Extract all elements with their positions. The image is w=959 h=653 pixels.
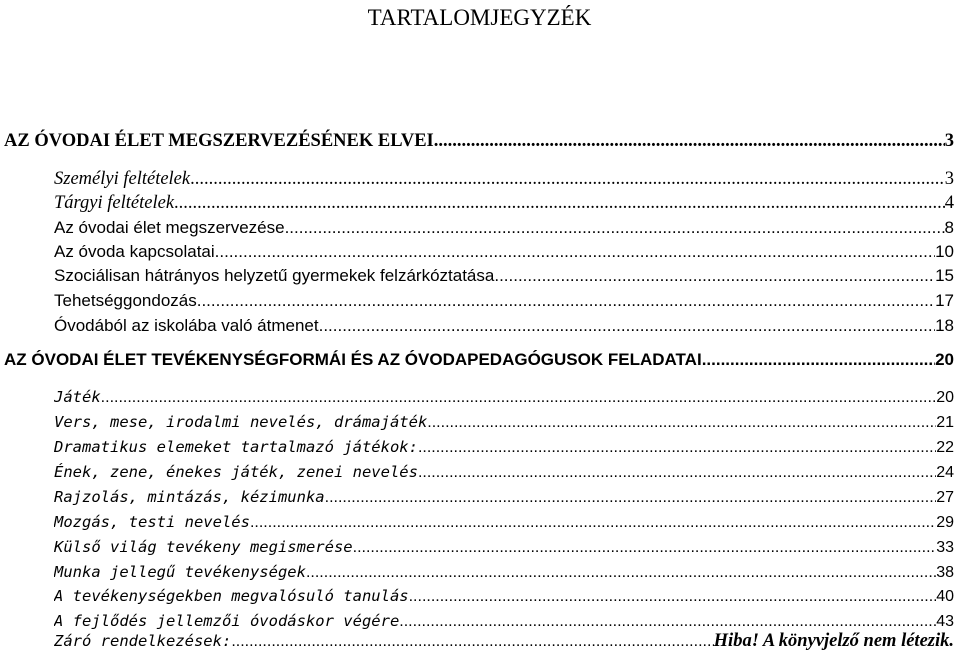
toc-heading-1[interactable] (4, 129, 954, 153)
toc-item-text: Rajzolás, mintázás, kézimunka (54, 488, 325, 506)
toc-item-text: Az óvodai élet megszervezése (54, 218, 285, 237)
toc-item-text: Külső világ tevékeny megismerése (54, 538, 353, 556)
toc-page-number: 24 (936, 464, 954, 481)
dot-leader (418, 461, 936, 484)
toc-item-text: Vers, mese, irodalmi nevelés, drámajáték (54, 413, 428, 431)
toc-page-number: 8 (944, 218, 954, 237)
toc-page-number: 20 (935, 350, 954, 369)
toc-item-text: Munka jellegű tevékenységek (54, 563, 306, 581)
toc-item[interactable] (54, 485, 954, 509)
toc-page-number: 3 (944, 131, 954, 151)
toc-page-number: 20 (936, 389, 954, 406)
dot-leader (409, 585, 937, 608)
toc-page-number: 33 (936, 539, 954, 556)
toc-item-text: Záró rendelkezések: (54, 632, 232, 650)
toc-item[interactable] (54, 385, 954, 409)
toc-item-text: A tevékenységekben megvalósuló tanulás (54, 587, 409, 605)
dot-leader (353, 536, 937, 559)
toc-item[interactable] (54, 191, 954, 215)
dot-leader (427, 411, 936, 434)
toc-page-number: 4 (944, 193, 954, 213)
dot-leader (702, 348, 935, 372)
dot-leader (494, 264, 935, 288)
dot-leader (215, 240, 935, 264)
toc-item[interactable] (54, 264, 954, 288)
toc-page-number: 22 (936, 439, 954, 456)
toc-page-number: 18 (935, 316, 954, 335)
toc-item[interactable] (54, 629, 954, 653)
toc-page-number: 38 (936, 564, 954, 581)
toc-page-number: 21 (936, 414, 954, 431)
toc-item[interactable] (54, 535, 954, 559)
toc-page-number: 27 (936, 489, 954, 506)
toc-item-text: Személyi feltételek (54, 169, 191, 189)
toc-page-number: 10 (935, 242, 954, 261)
toc-item-text: Tárgyi feltételek (54, 193, 175, 213)
toc-item-text: Szociálisan hátrányos helyzetű gyermekek felzárkóztatása (54, 266, 495, 285)
toc-page-number: 17 (935, 291, 954, 310)
toc-heading-text: AZ ÓVODAI ÉLET MEGSZERVEZÉSÉNEK ELVEI (4, 131, 434, 151)
toc-item-text: A fejlődés jellemzői óvodáskor végére (54, 612, 400, 630)
dot-leader (174, 191, 945, 215)
toc-item[interactable] (54, 560, 954, 584)
dot-leader (231, 630, 713, 653)
dot-leader (306, 561, 936, 584)
toc-item[interactable] (54, 410, 954, 434)
dot-leader (434, 129, 945, 153)
toc-item[interactable] (54, 584, 954, 608)
toc-page-number: 29 (936, 514, 954, 531)
dot-leader (190, 167, 945, 191)
toc-item-text: Dramatikus elemeket tartalmazó játékok: (54, 438, 418, 456)
toc-item-text: Mozgás, testi nevelés (54, 513, 250, 531)
dot-leader (325, 486, 937, 509)
toc-heading-text: AZ ÓVODAI ÉLET TEVÉKENYSÉGFORMÁI ÉS AZ ÓVODAPEDAGÓGUSOK FELADATAI (4, 350, 702, 369)
toc-page-number: 3 (944, 169, 954, 189)
toc-item[interactable] (54, 167, 954, 191)
toc-item-text: Az óvoda kapcsolatai (54, 242, 215, 261)
dot-leader (319, 314, 935, 338)
toc-page-number: 15 (935, 266, 954, 285)
toc-item-text: Tehetséggondozás (54, 291, 197, 310)
toc-item[interactable] (54, 289, 954, 313)
toc-page-number: 43 (936, 613, 954, 630)
toc-heading-2[interactable] (4, 348, 954, 372)
toc-error-message: Hiba! A könyvjelző nem létezik. (713, 631, 954, 651)
toc-item-text: Játék (54, 388, 101, 406)
dot-leader (197, 289, 935, 313)
toc-item[interactable] (54, 460, 954, 484)
toc-item[interactable] (54, 216, 954, 240)
toc-item[interactable] (54, 314, 954, 338)
toc-item[interactable] (54, 240, 954, 264)
toc-item[interactable] (54, 510, 954, 534)
toc-page-number: 40 (936, 588, 954, 605)
dot-leader (418, 436, 936, 459)
toc-item-text: Ének, zene, énekes játék, zenei nevelés (54, 463, 418, 481)
toc-item[interactable] (54, 435, 954, 459)
document-title: TARTALOMJEGYZÉK (367, 5, 592, 30)
dot-leader (250, 511, 936, 534)
dot-leader (101, 386, 937, 409)
toc-item-text: Óvodából az iskolába való átmenet (54, 316, 319, 335)
dot-leader (285, 216, 945, 240)
